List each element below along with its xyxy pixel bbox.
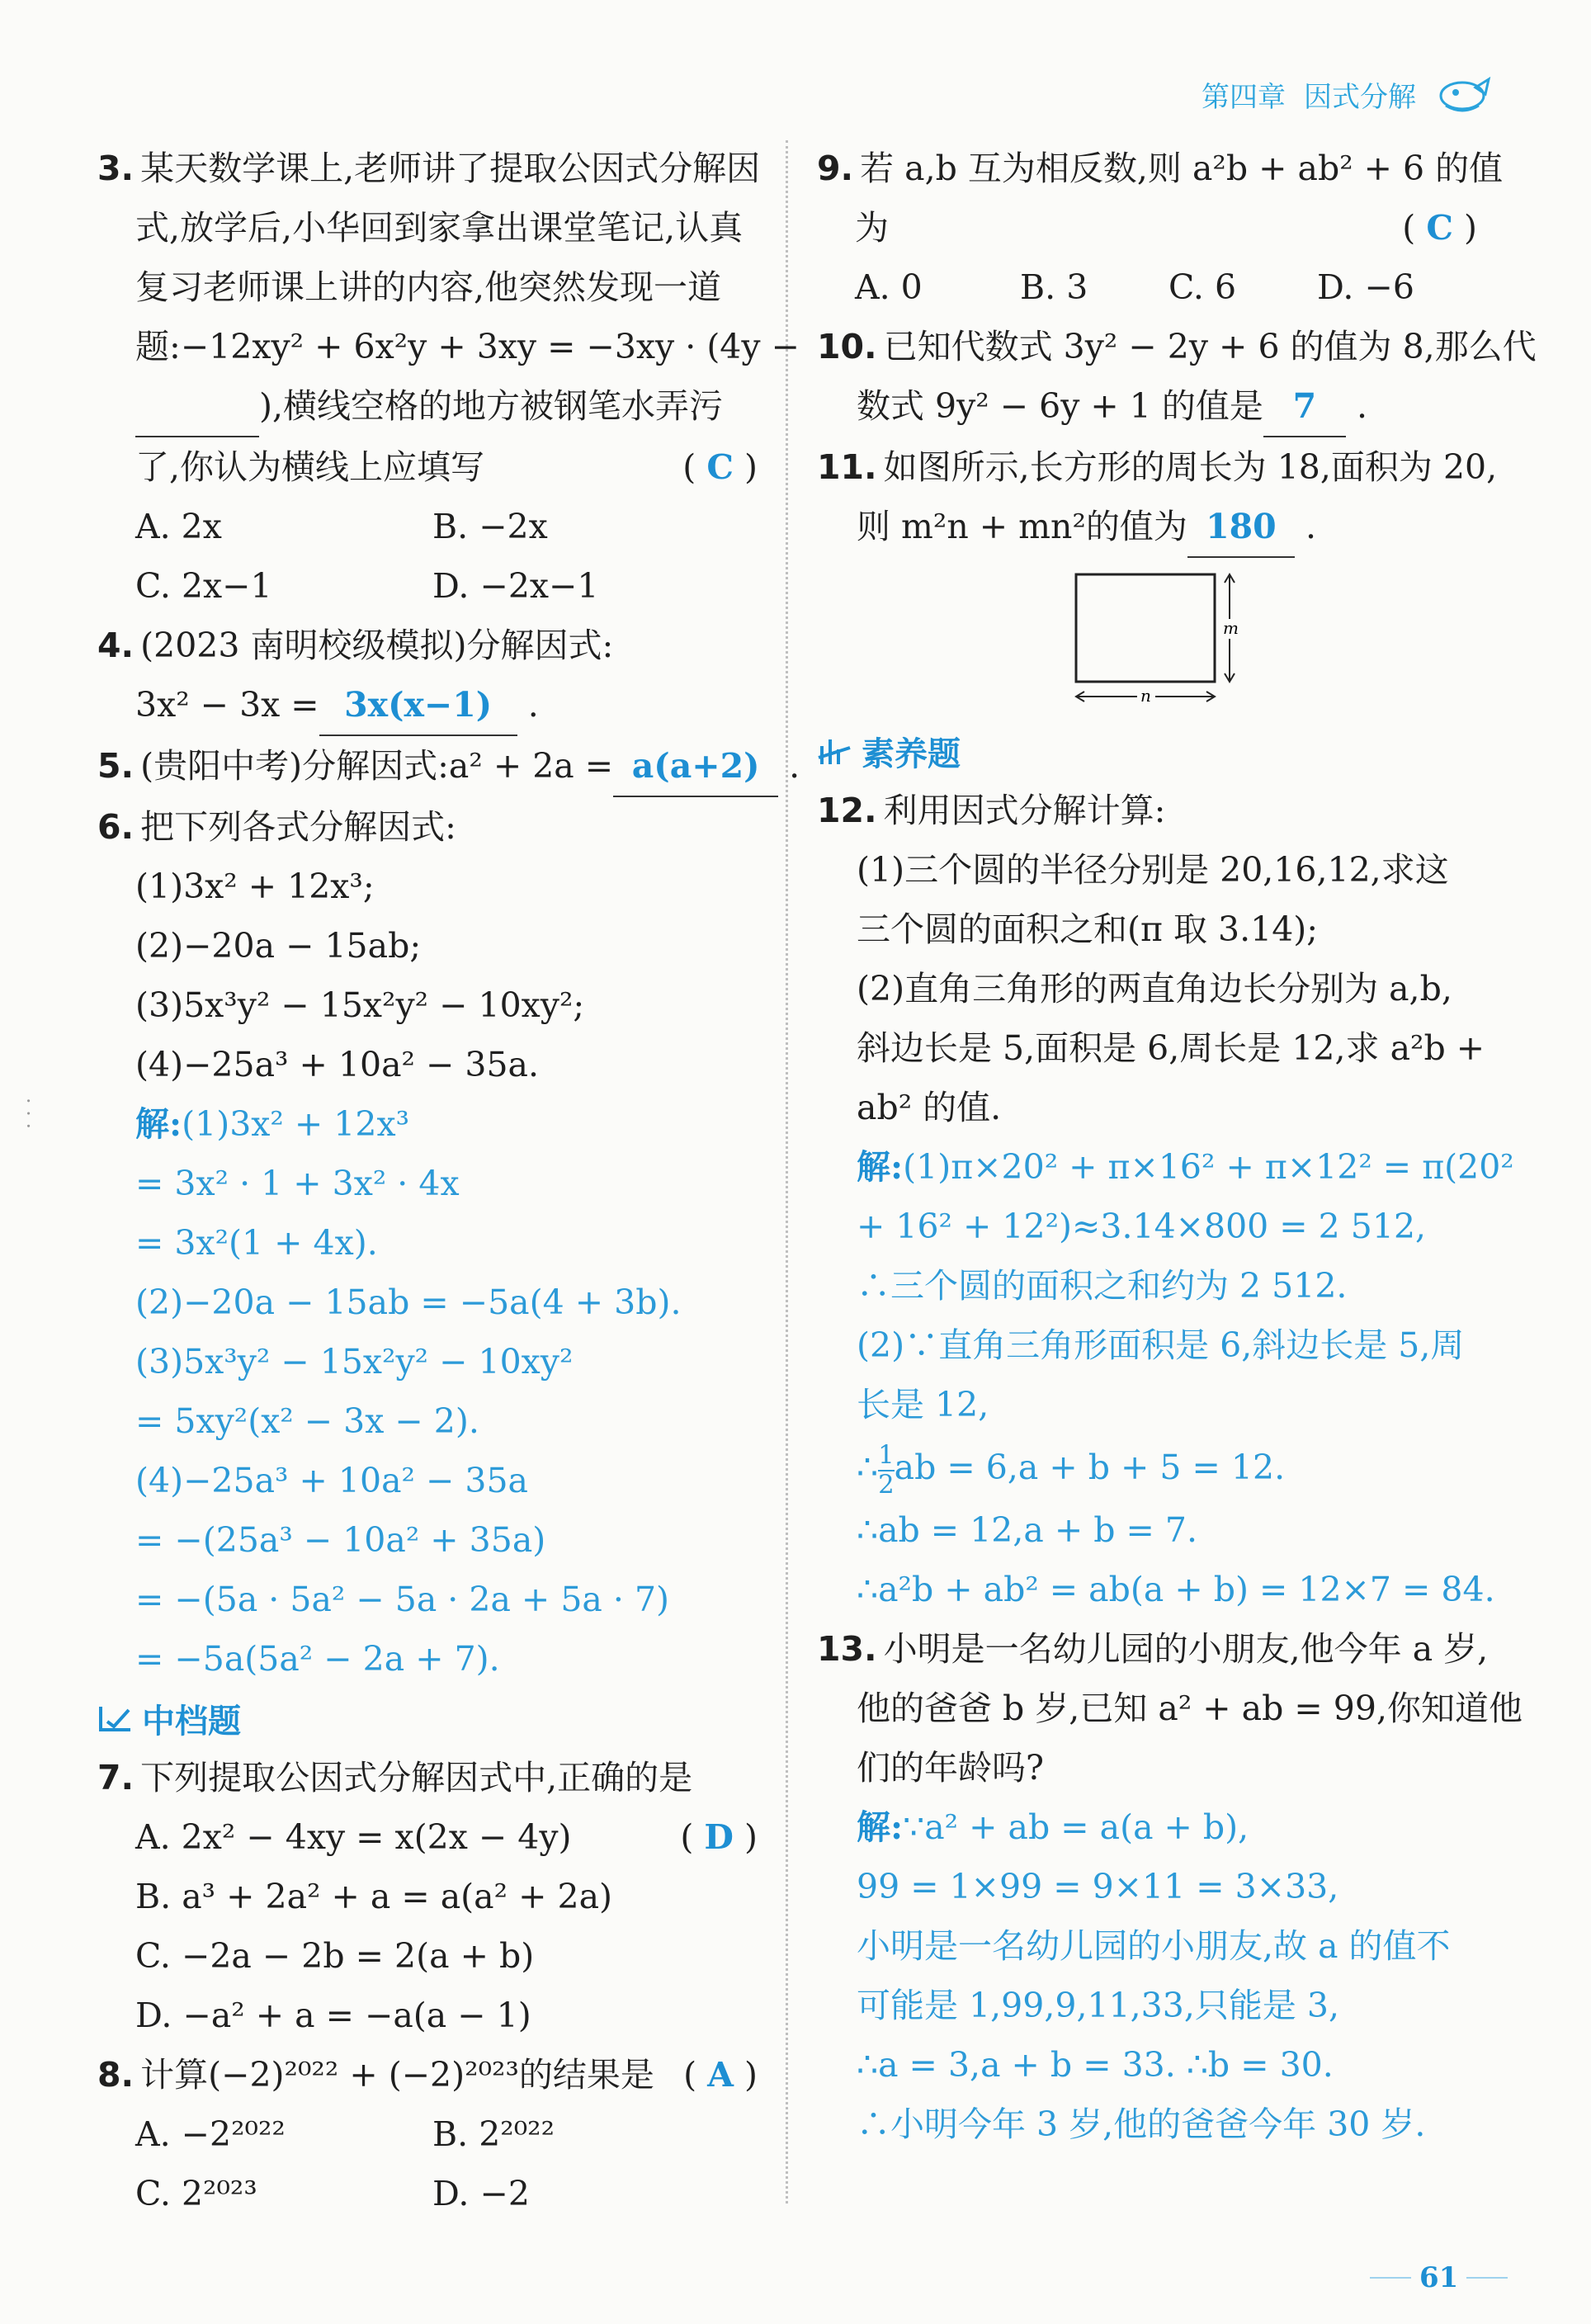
q9-answer: C [1426,208,1453,248]
fraction-denominator: 2 [878,1469,895,1500]
q7-option-d: D. −a² + a = −a(a − 1) [135,1996,531,2035]
q6-solution-line: = 5xy²(x² − 3x − 2). [135,1401,479,1441]
page-header [1202,73,1492,116]
q13-solution-line: 小明是一名幼儿园的小朋友,故 a 的值不 [857,1926,1451,1966]
q11-answer: 180 [1187,497,1295,558]
q3-line: 复习老师课上讲的内容,他突然发现一道 [135,267,722,307]
q13-solution-line: ∴小明今年 3 岁,他的爸爸今年 30 岁. [857,2104,1426,2144]
q6-solution-line: (3)5x³y² − 15x²y² − 10xy² [135,1342,574,1382]
question-12 [817,781,1514,1619]
q3-blank [135,376,259,437]
q12-part-line: 斜边长是 5,面积是 6,周长是 12,求 a²b + [857,1028,1485,1068]
page-number [1370,2261,1508,2294]
q4-text: (2023 南明校级模拟)分解因式: [140,626,614,665]
q9-option-d: D. −6 [1317,267,1414,307]
q12-solution-line: ∴ab = 12,a + b = 7. [857,1510,1198,1550]
q6-solution-line: (4)−25a³ + 10a² − 35a [135,1461,528,1500]
q6-item: (3)5x³y² − 15x²y² − 10xy²; [135,985,585,1025]
q10-number: 10. [817,327,877,366]
question-7: 7. 下列提取公因式分解因式中,正确的是 ( D ) A. 2x² − 4xy = x(2x − 4y) B. a³ + 2a² + a = a(a² + 2a) C. −2a − 2b = 2(a + b) D. −a² + a = −a(a − 1) [97,1748,758,2045]
q3-line: 某天数学课上,老师讲了提取公因式分解因 [140,149,761,188]
q8-answer: A [707,2055,734,2095]
q9-option-b: B. 3 [1020,267,1088,307]
section-heading-mid [97,1689,758,1748]
fraction-numerator: 1 [878,1439,895,1470]
q3-number: 3. [97,149,135,188]
q3-option-c: C. 2x−1 [135,566,272,606]
q3-option-a: A. 2x [135,507,222,546]
question-10: 10. 已知代数式 3y² − 2y + 6 的值为 8,那么代 数式 9y² − 6y + 1 的值是 7 . [817,317,1477,437]
label-m: m [1223,618,1239,638]
q4-number: 4. [97,626,135,665]
page-number-rule [1466,2277,1508,2279]
margin-mark: · · · [17,1098,40,1130]
q8-number: 8. [97,2055,135,2095]
question-13 [817,1619,1523,2154]
chapter-title: 因式分解 [1304,80,1416,114]
q7-option-b: B. a³ + 2a² + a = a(a² + 2a) [135,1877,613,1916]
bar-chart-icon [817,735,853,768]
q6-solution-line: = −(25a³ − 10a² + 35a) [135,1520,546,1560]
q9-option-a: A. 0 [855,267,923,307]
section-title: 素养题 [862,735,961,773]
q7-option-a: A. 2x² − 4xy = x(2x − 4y) [135,1817,572,1857]
q6-number: 6. [97,807,135,847]
q6-solution-line: = 3x² · 1 + 3x² · 4x [135,1164,460,1203]
q12-solution-line: (2)∵直角三角形面积是 6,斜边长是 5,周 [857,1325,1465,1365]
q6-item: (2)−20a − 15ab; [135,926,422,966]
q13-solution-line: ∴a = 3,a + b = 33. ∴b = 30. [857,2045,1334,2085]
q6-text: 把下列各式分解因式: [140,807,456,847]
q3-answer: C [706,447,734,487]
q12-solution-line: ab = 6,a + b + 5 = 12. [894,1448,1286,1487]
q10-line: 数式 9y² − 6y + 1 的值是 [857,386,1263,426]
left-column [97,139,800,2223]
q9-option-c: C. 6 [1168,267,1237,307]
question-5: 5. (贵阳中考)分解因式:a² + 2a = a(a+2) . [97,736,758,797]
q5-text: (贵阳中考)分解因式:a² + 2a = [140,746,614,786]
question-9: 9. 若 a,b 互为相反数,则 a²b + ab² + 6 的值 为 ( C ) A. 0 B. 3 C. 6 D. −6 [817,139,1477,317]
q13-line: 他的爸爸 b 岁,已知 a² + ab = 99,你知道他 [857,1689,1523,1728]
q12-solution-line: (1)π×20² + π×16² + π×12² = π(20² [903,1147,1514,1187]
q12-part-line: 三个圆的面积之和(π 取 3.14); [857,909,1319,949]
q12-solution-line: + 16² + 12²)≈3.14×800 = 2 512, [857,1207,1427,1246]
q8-option-a: A. −2²⁰²² [135,2114,286,2154]
q6-solution-line: = −5a(5a² − 2a + 7). [135,1639,500,1679]
q6-solution-line: (2)−20a − 15ab = −5a(4 + 3b). [135,1282,682,1322]
q11-line: 则 m²n + mn²的值为 [857,507,1187,546]
section-title: 中档题 [142,1702,241,1741]
q6-solution-label: 解: [135,1104,182,1144]
q12-solution-line: ∴a²b + ab² = ab(a + b) = 12×7 = 84. [857,1570,1495,1609]
page-number-text: 61 [1419,2261,1459,2294]
q12-number: 12. [817,791,877,830]
q3-option-d: D. −2x−1 [432,566,599,606]
rectangle-shape [1076,574,1215,682]
q7-option-c: C. −2a − 2b = 2(a + b) [135,1936,535,1976]
q5-number: 5. [97,746,135,786]
q9-line: 为 [855,208,889,248]
right-column [817,139,1537,2154]
q13-solution-line: ∵a² + ab = a(a + b), [903,1807,1249,1847]
q3-line: 了,你认为横线上应填写 [135,447,485,487]
question-11: 11. 如图所示,长方形的周长为 18,面积为 20, 则 m²n + mn²的值为 180 . n m [817,437,1477,721]
q12-solution-prefix: ∴ [857,1448,879,1487]
checkmark-pencil-icon [97,1702,134,1735]
label-n: n [1140,686,1151,706]
q11-number: 11. [817,447,877,487]
section-heading-quality [817,721,1477,781]
q6-solution-line: = −(5a · 5a² − 5a · 2a + 5a · 7) [135,1580,670,1619]
q6-item: (4)−25a³ + 10a² − 35a. [135,1045,540,1084]
q3-line: 题:−12xy² + 6x²y + 3xy = −3xy · (4y − [135,327,800,366]
q13-number: 13. [817,1629,877,1669]
q13-solution-line: 可能是 1,99,9,11,33,只能是 3, [857,1986,1340,2025]
rectangle-figure [1065,568,1246,708]
q3-line: 式,放学后,小华回到家拿出课堂笔记,认真 [135,208,744,248]
q10-answer: 7 [1263,376,1346,437]
q6-solution-line: = 3x²(1 + 4x). [135,1223,378,1263]
question-4: 4. (2023 南明校级模拟)分解因式: 3x² − 3x = 3x(x−1) . [97,616,758,736]
q10-line: 已知代数式 3y² − 2y + 6 的值为 8,那么代 [883,327,1537,366]
q12-text: 利用因式分解计算: [883,791,1166,830]
q12-solution-label: 解: [857,1147,904,1187]
q12-solution-line: ∴三个圆的面积之和约为 2 512. [857,1266,1348,1306]
q8-option-c: C. 2²⁰²³ [135,2174,257,2213]
question-8: 8. 计算(−2)²⁰²² + (−2)²⁰²³的结果是 ( A ) A. −2²⁰²² B. 2²⁰²² C. 2²⁰²³ D. −2 [97,2045,758,2223]
q13-solution-label: 解: [857,1807,904,1847]
fraction-one-half [878,1439,895,1500]
q4-answer: 3x(x−1) [319,675,517,736]
q8-text: 计算(−2)²⁰²² + (−2)²⁰²³的结果是 [140,2055,654,2095]
q8-option-d: D. −2 [432,2174,530,2213]
q13-line: 们的年龄吗? [857,1748,1044,1788]
q3-option-b: B. −2x [432,507,548,546]
q8-option-b: B. 2²⁰²² [432,2114,555,2154]
q5-answer: a(a+2) [613,736,778,797]
q4-expression: 3x² − 3x = [135,685,319,725]
q12-part-line: (2)直角三角形的两直角边长分别为 a,b, [857,969,1452,1008]
page-number-rule [1370,2277,1411,2279]
q13-solution-line: 99 = 1×99 = 9×11 = 3×33, [857,1867,1339,1906]
q6-item: (1)3x² + 12x³; [135,867,375,906]
question-6 [97,797,758,1689]
mascot-icon [1434,73,1492,116]
question-3: 3. 某天数学课上,老师讲了提取公因式分解因 式,放学后,小华回到家拿出课堂笔记,认真 复习老师课上讲的内容,他突然发现一道 题:−12xy² + 6x²y + 3xy = −3xy · (4y − ),横线空格的地方被钢笔水弄污 了,你认为横线上应填写 ( C ) A. 2x B. −2x C. 2x−1 D. −2x−1 [97,139,758,616]
q9-number: 9. [817,149,854,188]
q12-part-line: ab² 的值. [857,1088,1002,1127]
q11-line: 如图所示,长方形的周长为 18,面积为 20, [883,447,1498,487]
q9-line: 若 a,b 互为相反数,则 a²b + ab² + 6 的值 [860,149,1504,188]
q7-answer: D [704,1817,734,1857]
q7-number: 7. [97,1758,135,1797]
q12-part-line: (1)三个圆的半径分别是 20,16,12,求这 [857,850,1449,890]
q6-solution-line: (1)3x² + 12x³ [182,1104,410,1144]
chapter-label: 第四章 [1202,80,1286,114]
q3-line: ),横线空格的地方被钢笔水弄污 [259,386,724,426]
q7-text: 下列提取公因式分解因式中,正确的是 [140,1758,693,1797]
q12-solution-line: 长是 12, [857,1385,989,1424]
column-divider [786,140,788,2204]
q13-line: 小明是一名幼儿园的小朋友,他今年 a 岁, [883,1629,1489,1669]
